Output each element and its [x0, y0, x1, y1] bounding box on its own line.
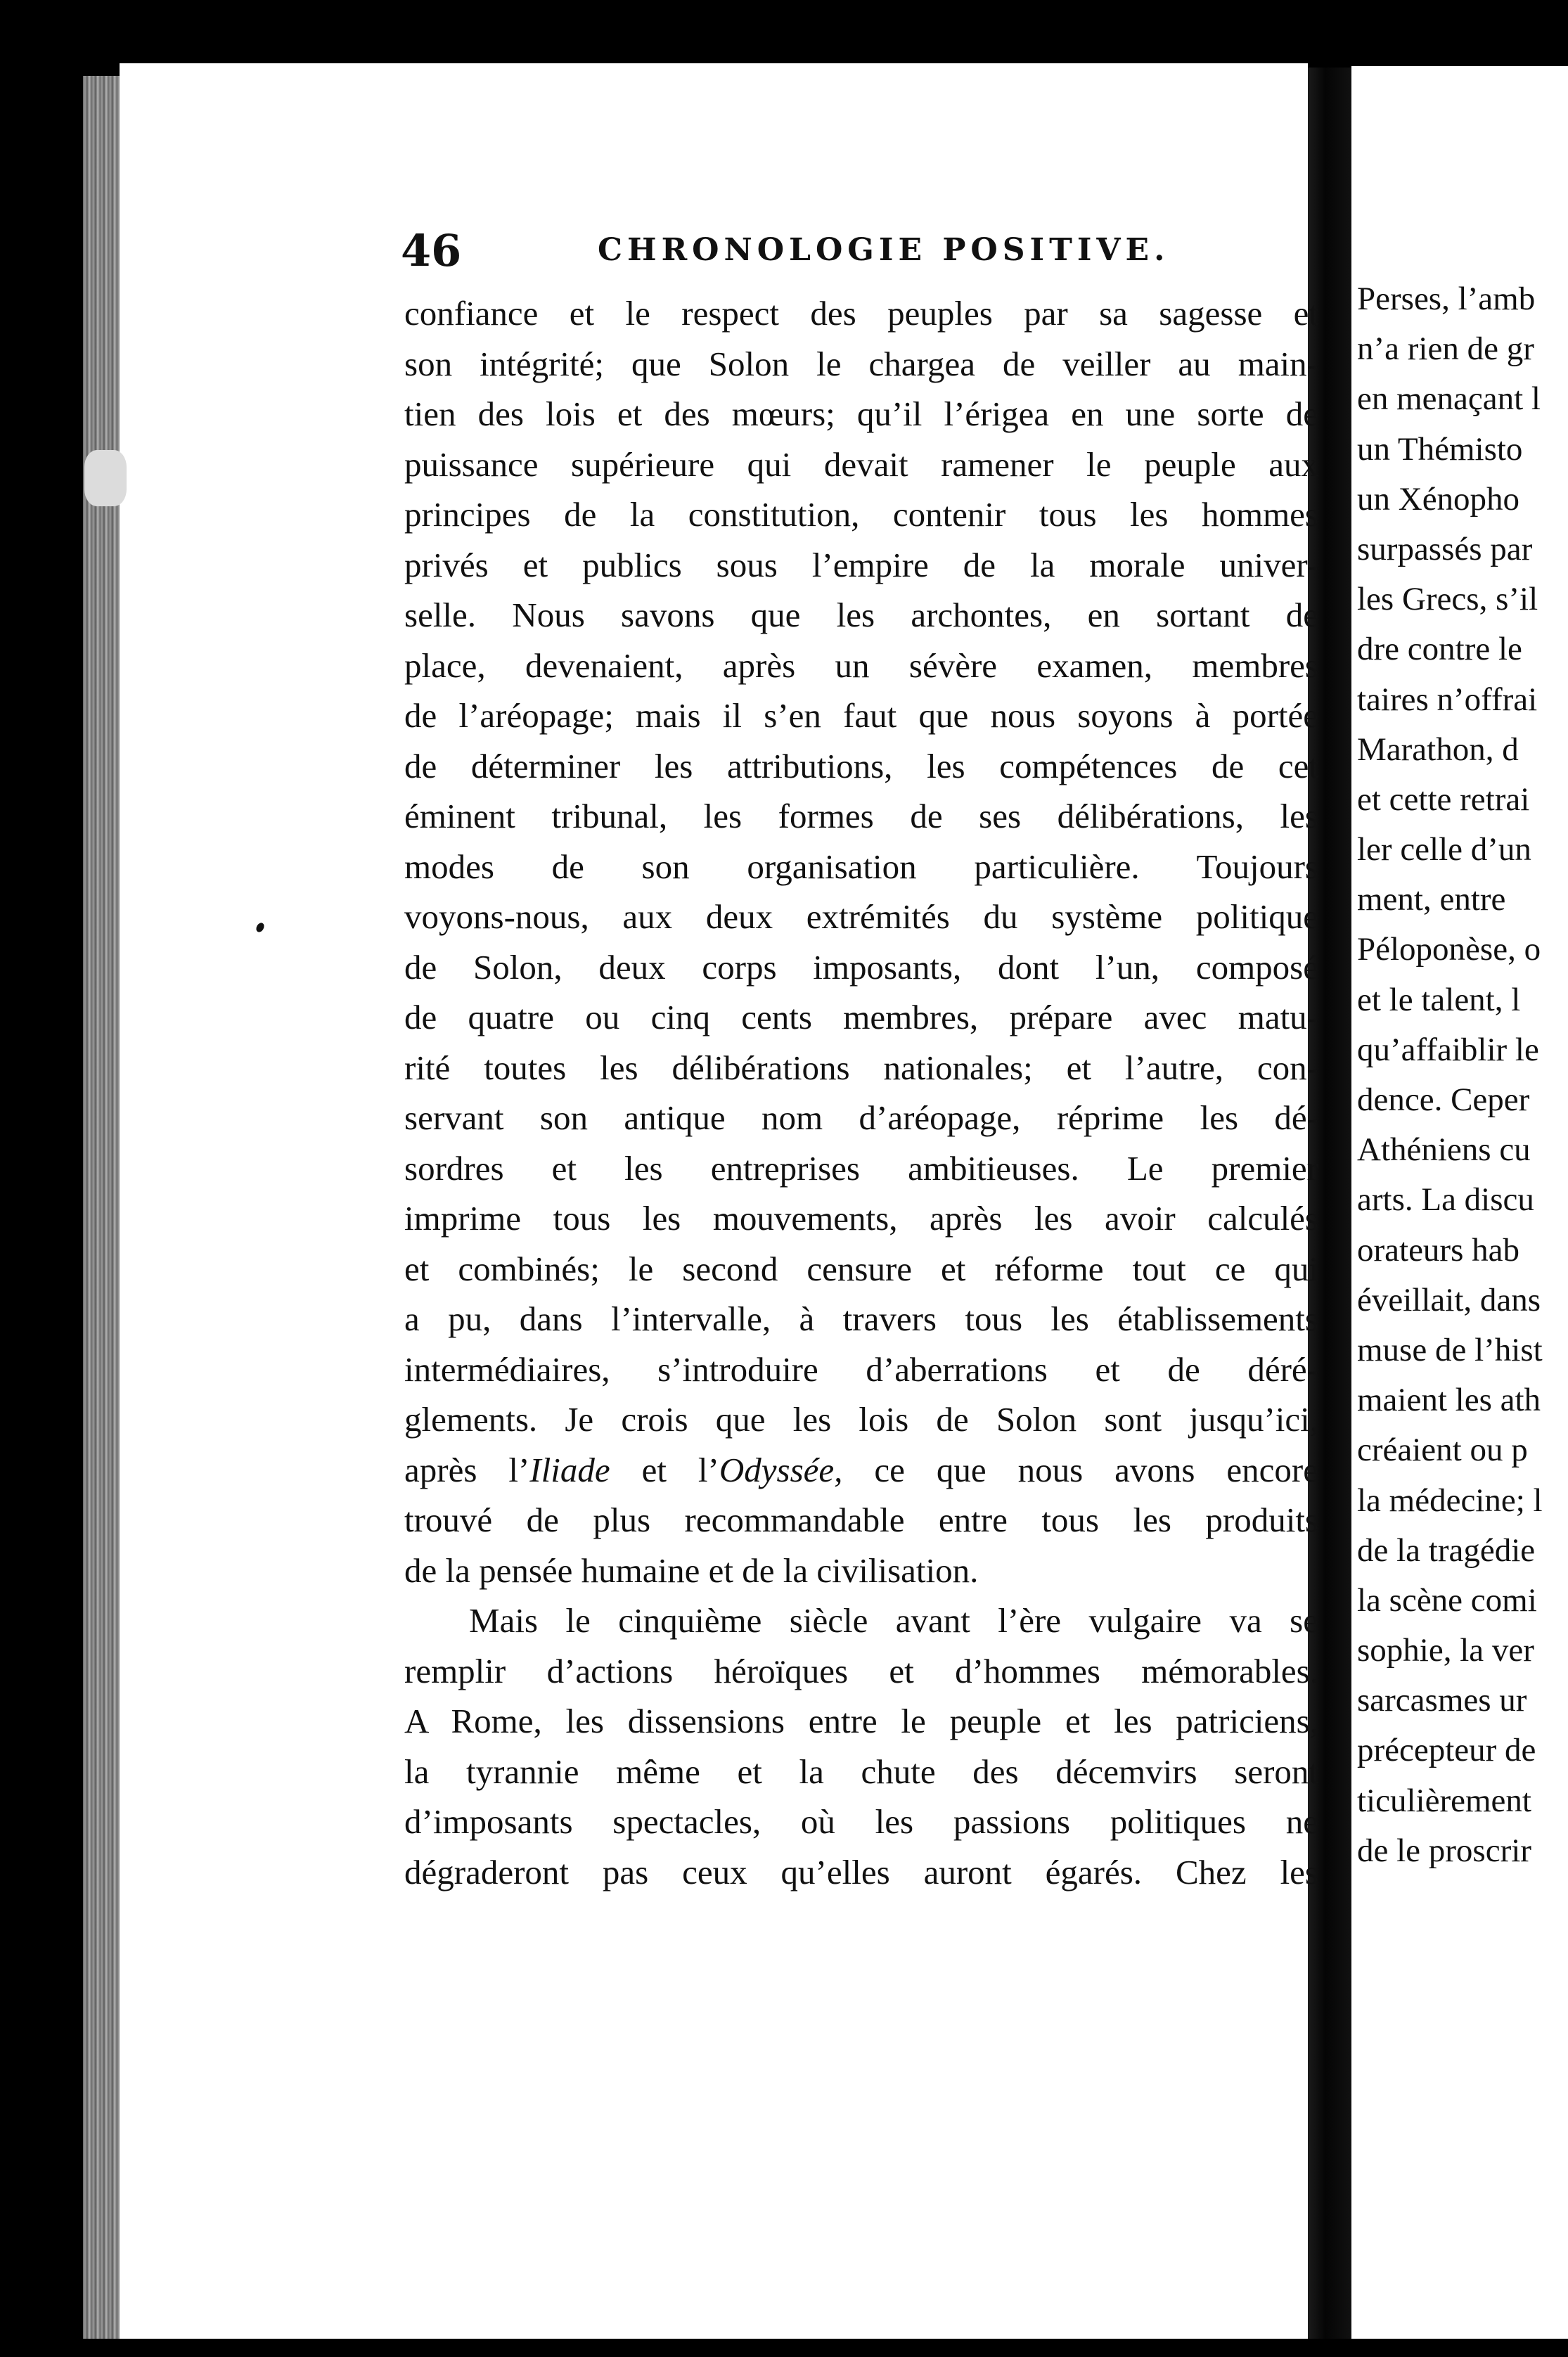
text-line: sordres et les entreprises ambitieuses. Le premier [404, 1148, 1318, 1188]
right-text-line: précepteur de [1357, 1732, 1536, 1769]
text-line: son intégrité; que Solon le chargea de veiller au main- [404, 344, 1318, 383]
text-line: de quatre ou cinq cents membres, prépare avec matu- [404, 998, 1318, 1036]
right-text-line: ler celle d’un [1357, 831, 1531, 868]
right-text-line: de la tragédie [1357, 1531, 1536, 1569]
text-line: a pu, dans l’intervalle, à travers tous les établissements [404, 1299, 1318, 1338]
right-text-line: sophie, la ver [1357, 1632, 1534, 1669]
text-line: principes de la constitution, contenir tous les hommes [404, 495, 1318, 534]
right-text-line: surpassés par [1357, 530, 1533, 567]
text-line: privés et publics sous l’empire de la morale univer- [404, 545, 1318, 584]
right-text-line: orateurs hab [1357, 1231, 1519, 1269]
text-fragment: après l’ [404, 1450, 530, 1489]
text-line: de l’aréopage; mais il s’en faut que nous soyons à portée [404, 696, 1318, 735]
text-line: voyons-nous, aux deux extrémités du système politique [404, 897, 1318, 936]
right-text-line: taires n’offrai [1357, 681, 1538, 718]
text-line: place, devenaient, après un sévère examen, membres [404, 646, 1318, 685]
right-text-line: de le proscrir [1357, 1832, 1531, 1869]
text-line: glements. Je crois que les lois de Solon sont jusqu’ici, [404, 1400, 1318, 1439]
right-text-line: la médecine; l [1357, 1482, 1543, 1519]
running-head-title: CHRONOLOGIE POSITIVE. [598, 232, 1170, 268]
right-text-line: arts. La discu [1357, 1181, 1534, 1219]
right-text-line: la scène comi [1357, 1581, 1537, 1619]
text-line: éminent tribunal, les formes de ses délibérations, les [404, 797, 1318, 835]
right-text-line: ticulièrement [1357, 1782, 1531, 1819]
right-text-line: Marathon, d [1357, 731, 1519, 768]
right-page-text [1357, 274, 1568, 1876]
text-line: la tyrannie même et la chute des décemvirs seront [404, 1752, 1318, 1791]
right-text-line: ment, entre [1357, 881, 1506, 918]
right-text-line: éveillait, dans [1357, 1281, 1541, 1318]
right-text-line: un Xénopho [1357, 480, 1520, 518]
text-line: puissance supérieure qui devait ramener le peuple aux [404, 444, 1318, 484]
paragraph-start-line: Mais le cinquième siècle avant l’ère vulgaire va se [469, 1601, 1318, 1640]
title-odyssee: Odyssée, [719, 1450, 843, 1489]
text-line: imprime tous les mouvements, après les avoir calculés [404, 1199, 1318, 1238]
main-body-text [404, 288, 1318, 1897]
text-line: trouvé de plus recommandable entre tous les produits [404, 1501, 1318, 1539]
right-text-line: Perses, l’amb [1357, 281, 1536, 317]
text-line: rité toutes les délibérations nationales; et l’autre, con- [404, 1048, 1318, 1087]
text-line-iliade [404, 1445, 1318, 1496]
text-line: confiance et le respect des peuples par sa sagesse et [404, 294, 1318, 333]
right-text-line: en menaçant l [1357, 380, 1541, 418]
text-line: selle. Nous savons que les archontes, en sortant de [404, 596, 1318, 634]
right-text-line: dence. Ceper [1357, 1081, 1530, 1118]
right-text-line: dre contre le [1357, 631, 1522, 668]
right-text-line: maient les ath [1357, 1382, 1541, 1419]
right-text-line: Athéniens cu [1357, 1131, 1531, 1169]
text-line: de la pensée humaine et de la civilisation. [404, 1550, 979, 1590]
right-text-line: sarcasmes ur [1357, 1682, 1527, 1719]
text-line: d’imposants spectacles, où les passions politiques ne [404, 1802, 1318, 1841]
text-line: dégraderont pas ceux qu’elles auront égarés. Chez les [404, 1852, 1318, 1892]
text-line: et combinés; le second censure et réforme tout ce qui [404, 1249, 1318, 1288]
right-text-line: les Grecs, s’il [1357, 581, 1538, 618]
right-text-line: et cette retrai [1357, 781, 1530, 818]
right-text-line: un Thémisto [1357, 430, 1523, 468]
right-text-line: muse de l’hist [1357, 1331, 1543, 1368]
text-fragment: et l’ [610, 1450, 719, 1489]
text-line: intermédiaires, s’introduire d’aberrations et de déré- [404, 1349, 1318, 1389]
right-text-line: et le talent, l [1357, 981, 1521, 1018]
right-text-line: Péloponèse, o [1357, 931, 1541, 968]
text-line: servant son antique nom d’aréopage, réprime les dé- [404, 1098, 1318, 1137]
text-line: de Solon, deux corps imposants, dont l’un, composé [404, 947, 1318, 987]
right-text-line: qu’affaiblir le [1357, 1031, 1539, 1068]
book-fore-edge [83, 76, 125, 2339]
title-iliade: Iliade [529, 1450, 610, 1489]
page-number: 46 [401, 225, 462, 276]
text-fragment: ce que nous avons encore [842, 1450, 1318, 1489]
text-line: A Rome, les dissensions entre le peuple et les patriciens, [404, 1702, 1318, 1740]
page-smudge [84, 450, 127, 506]
text-line: de déterminer les attributions, les compétences de cet [404, 746, 1318, 785]
text-line: modes de son organisation particulière. Toujours [404, 847, 1318, 886]
text-line: remplir d’actions héroïques et d’hommes mémorables. [404, 1651, 1318, 1690]
right-text-line: créaient ou p [1357, 1432, 1528, 1469]
text-line: tien des lois et des mœurs; qu’il l’érigea en une sorte de [404, 394, 1318, 433]
right-text-line: n’a rien de gr [1357, 330, 1534, 368]
